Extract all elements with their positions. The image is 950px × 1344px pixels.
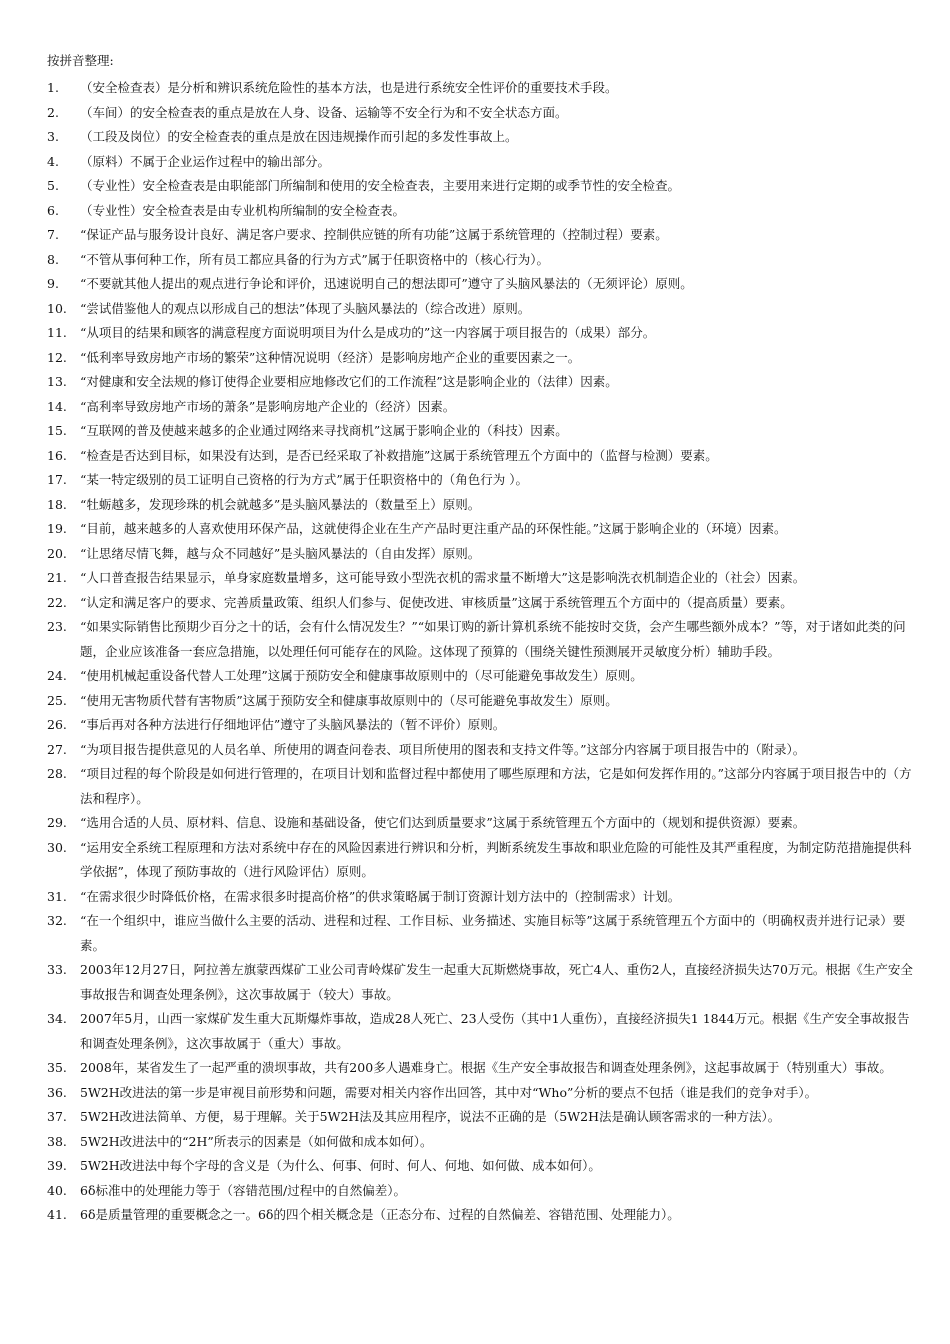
item-text: “认定和满足客户的要求、完善质量政策、组织人们参与、促使改进、审核质量”这属于系统管理五个方面中的（提高质量）要素。 — [80, 594, 793, 610]
item-number: 26. — [47, 717, 67, 732]
item-text: 6δ是质量管理的重要概念之一。6δ的四个相关概念是（正态分布、过程的自然偏差、容错范围、处理能力）。 — [80, 1207, 680, 1222]
list-item — [47, 395, 913, 420]
item-number: 13. — [47, 374, 67, 389]
item-text: 2003年12月27日，阿拉善左旗蒙西煤矿工业公司青岭煤矿发生一起重大瓦斯燃烧事故，死亡4人、重伤2人，直接经济损失达70万元。根据《生产安全事故报告和调查处理条例》，这次事故属于（较大）事故。 — [80, 962, 913, 1002]
list-item — [47, 76, 913, 101]
item-number: 21. — [47, 570, 67, 585]
item-text: （专业性）安全检查表是由职能部门所编制和使用的安全检查表，主要用来进行定期的或季节性的安全检查。 — [80, 178, 681, 193]
list-item — [47, 1179, 913, 1204]
list-item — [47, 566, 913, 591]
list-item — [47, 248, 913, 273]
item-number: 40. — [47, 1182, 67, 1198]
item-number: 4. — [47, 153, 59, 169]
list-item — [47, 1056, 913, 1081]
item-number: 19. — [47, 521, 67, 536]
item-number: 2. — [47, 104, 59, 120]
item-text: “使用机械起重设备代替人工处理”这属于预防安全和健康事故原则中的（尽可能避免事故发生）原则。 — [80, 668, 643, 683]
item-number: 12. — [47, 349, 67, 365]
item-text: “对健康和安全法规的修订使得企业要相应地修改它们的工作流程”这是影响企业的（法律）因素。 — [80, 374, 618, 389]
item-number: 30. — [47, 839, 67, 855]
item-text: 2008年，某省发生了一起严重的溃坝事故，共有200多人遇难身亡。根据《生产安全事故报告和调查处理条例》，这起事故属于（特别重大）事故。 — [80, 1060, 892, 1075]
list-item — [47, 419, 913, 444]
item-number: 31. — [47, 888, 67, 904]
item-number: 33. — [47, 962, 67, 977]
item-number: 25. — [47, 692, 67, 708]
item-text: （专业性）安全检查表是由专业机构所编制的安全检查表。 — [80, 202, 406, 218]
item-text: “保证产品与服务设计良好、满足客户要求、控制供应链的所有功能”这属于系统管理的（控制过程）要素。 — [80, 227, 668, 242]
item-number: 24. — [47, 668, 67, 683]
list-item — [47, 664, 913, 689]
item-number: 7. — [47, 227, 59, 242]
list-item — [47, 713, 913, 738]
list-item — [47, 542, 913, 567]
list-item — [47, 444, 913, 469]
item-text: “不管从事何种工作，所有员工都应具备的行为方式”属于任职资格中的（核心行为）。 — [80, 251, 550, 267]
item-number: 20. — [47, 545, 67, 561]
item-number: 16. — [47, 447, 67, 463]
list-item — [47, 1007, 913, 1056]
item-number: 34. — [47, 1011, 67, 1026]
list-item — [47, 591, 913, 616]
list-item — [47, 346, 913, 371]
list-item — [47, 493, 913, 518]
list-item — [47, 909, 913, 958]
list-item — [47, 101, 913, 126]
list-item — [47, 811, 913, 836]
list-item — [47, 223, 913, 248]
item-text: “牡蛎越多，发现珍珠的机会就越多”是头脑风暴法的（数量至上）原则。 — [80, 496, 481, 512]
list-item — [47, 738, 913, 763]
item-number: 38. — [47, 1133, 67, 1149]
page-heading: 按拼音整理: — [47, 53, 114, 68]
list-item — [47, 125, 913, 150]
list-item — [47, 150, 913, 175]
item-text: “互联网的普及使越来越多的企业通过网络来寻找商机”这属于影响企业的（科技）因素。 — [80, 423, 568, 438]
item-text: “为项目报告提供意见的人员名单、所使用的调查问卷表、项目所使用的图表和支持文件等。”这部分内容属于项目报告中的（附录）。 — [80, 741, 806, 757]
item-number: 17. — [47, 472, 67, 487]
item-text: “在一个组织中，谁应当做什么主要的活动、进程和过程、工作目标、业务描述、实施目标等”这属于系统管理五个方面中的（明确权责并进行记录）要素。 — [80, 913, 906, 953]
item-text: 2007年5月，山西一家煤矿发生重大瓦斯爆炸事故，造成28人死亡、23人受伤（其中1人重伤），直接经济损失1 1844万元。根据《生产安全事故报告和调查处理条例》，这次事故属于（重大）事故。 — [80, 1011, 910, 1051]
list-item — [47, 370, 913, 395]
item-number: 35. — [47, 1060, 67, 1075]
list-item — [47, 468, 913, 493]
item-number: 11. — [47, 325, 67, 340]
item-number: 14. — [47, 398, 67, 414]
list-item — [47, 958, 913, 1007]
item-text: “低利率导致房地产市场的繁荣”这种情况说明（经济）是影响房地产企业的重要因素之一。 — [80, 349, 581, 365]
item-number: 22. — [47, 594, 67, 610]
item-text: “从项目的结果和顾客的满意程度方面说明项目为什么是成功的”这一内容属于项目报告的（成果）部分。 — [80, 325, 656, 340]
list-item — [47, 321, 913, 346]
item-number: 1. — [47, 80, 59, 95]
item-number: 5. — [47, 178, 59, 193]
list-item — [47, 199, 913, 224]
item-number: 3. — [47, 129, 59, 144]
item-number: 32. — [47, 913, 67, 928]
item-text: （安全检查表）是分析和辨识系统危险性的基本方法，也是进行系统安全性评价的重要技术手段。 — [80, 80, 618, 95]
item-number: 36. — [47, 1084, 67, 1100]
item-number: 9. — [47, 276, 59, 291]
item-text: “某一特定级别的员工证明自己资格的行为方式”属于任职资格中的（角色行为 ）。 — [80, 472, 529, 487]
list-item — [47, 689, 913, 714]
item-text: “人口普查报告结果显示，单身家庭数量增多，这可能导致小型洗衣机的需求量不断增大”这是影响洗衣机制造企业的（社会）因素。 — [80, 570, 806, 585]
item-text: （车间）的安全检查表的重点是放在人身、设备、运输等不安全行为和不安全状态方面。 — [80, 104, 568, 120]
item-number: 29. — [47, 815, 67, 830]
item-text: 5W2H改进法简单、方便，易于理解。关于5W2H法及其应用程序，说法不正确的是（5W2H法是确认顾客需求的一种方法）。 — [80, 1109, 781, 1124]
list-item — [47, 1081, 913, 1106]
question-list — [47, 76, 913, 1228]
list-item — [47, 836, 913, 885]
item-text: “如果实际销售比预期少百分之十的话，会有什么情况发生？”“如果订购的新计算机系统不能按时交货，会产生哪些额外成本？”等，对于诸如此类的问题，企业应该准备一套应急措施，以处理任何可能存在的风险。这体现了预算的（围绕关键性预测展开灵敏度分析）辅助手段。 — [80, 619, 906, 659]
item-number: 6. — [47, 202, 59, 218]
list-item — [47, 1154, 913, 1179]
item-number: 37. — [47, 1109, 67, 1124]
item-text: “选用合适的人员、原材料、信息、设施和基础设备，使它们达到质量要求”这属于系统管理五个方面中的（规划和提供资源）要素。 — [80, 815, 806, 830]
item-number: 15. — [47, 423, 67, 438]
item-number: 39. — [47, 1158, 67, 1173]
item-text: “让思绪尽情飞舞，越与众不同越好”是头脑风暴法的（自由发挥）原则。 — [80, 545, 481, 561]
list-item — [47, 1130, 913, 1155]
item-text: “使用无害物质代替有害物质”这属于预防安全和健康事故原则中的（尽可能避免事故发生）原则。 — [80, 692, 618, 708]
list-item — [47, 1203, 913, 1228]
list-item — [47, 517, 913, 542]
list-item — [47, 272, 913, 297]
item-text: 6δ标准中的处理能力等于（容错范围/过程中的自然偏差）。 — [80, 1182, 406, 1198]
item-number: 28. — [47, 766, 67, 781]
list-item — [47, 762, 913, 811]
item-number: 23. — [47, 619, 67, 634]
item-text: “运用安全系统工程原理和方法对系统中存在的风险因素进行辨识和分析，判断系统发生事故和职业危险的可能性及其严重程度，为制定防范措施提供科学依据”，体现了预防事故的（进行风险评估）原则。 — [80, 839, 912, 879]
item-text: 5W2H改进法中每个字母的含义是（为什么、何事、何时、何人、何地、如何做、成本如何）。 — [80, 1158, 601, 1173]
list-item — [47, 297, 913, 322]
list-item — [47, 1105, 913, 1130]
item-number: 10. — [47, 300, 67, 316]
item-text: 5W2H改进法的第一步是审视目前形势和问题，需要对相关内容作出回答，其中对“Who”分析的要点不包括（谁是我们的竞争对手）。 — [80, 1084, 818, 1100]
item-text: “事后再对各种方法进行仔细地评估”遵守了头脑风暴法的（暂不评价）原则。 — [80, 717, 506, 732]
item-text: “项目过程的每个阶段是如何进行管理的，在项目计划和监督过程中都使用了哪些原理和方法，它是如何发挥作用的。”这部分内容属于项目报告中的（方法和程序）。 — [80, 766, 912, 806]
item-text: （工段及岗位）的安全检查表的重点是放在因违规操作而引起的多发性事故上。 — [80, 129, 518, 144]
item-text: “检查是否达到目标，如果没有达到，是否已经采取了补救措施”这属于系统管理五个方面中的（监督与检测）要素。 — [80, 447, 718, 463]
item-number: 41. — [47, 1207, 67, 1222]
item-text: “不要就其他人提出的观点进行争论和评价，迅速说明自己的想法即可”遵守了头脑风暴法的（无须评论）原则。 — [80, 276, 693, 291]
list-item — [47, 615, 913, 664]
item-text: “在需求很少时降低价格，在需求很多时提高价格”的供求策略属于制订资源计划方法中的（控制需求）计划。 — [80, 888, 681, 904]
list-item — [47, 885, 913, 910]
item-text: “尝试借鉴他人的观点以形成自己的想法”体现了头脑风暴法的（综合改进）原则。 — [80, 300, 531, 316]
item-text: （原料）不属于企业运作过程中的输出部分。 — [80, 153, 331, 169]
item-number: 27. — [47, 741, 67, 757]
item-text: “高利率导致房地产市场的萧条”是影响房地产企业的（经济）因素。 — [80, 398, 456, 414]
item-number: 8. — [47, 251, 59, 267]
item-text: “目前，越来越多的人喜欢使用环保产品，这就使得企业在生产产品时更注重产品的环保性能。”这属于影响企业的（环境）因素。 — [80, 521, 787, 536]
item-number: 18. — [47, 496, 67, 512]
item-text: 5W2H改进法中的“2H”所表示的因素是（如何做和成本如何）。 — [80, 1133, 433, 1149]
list-item — [47, 174, 913, 199]
